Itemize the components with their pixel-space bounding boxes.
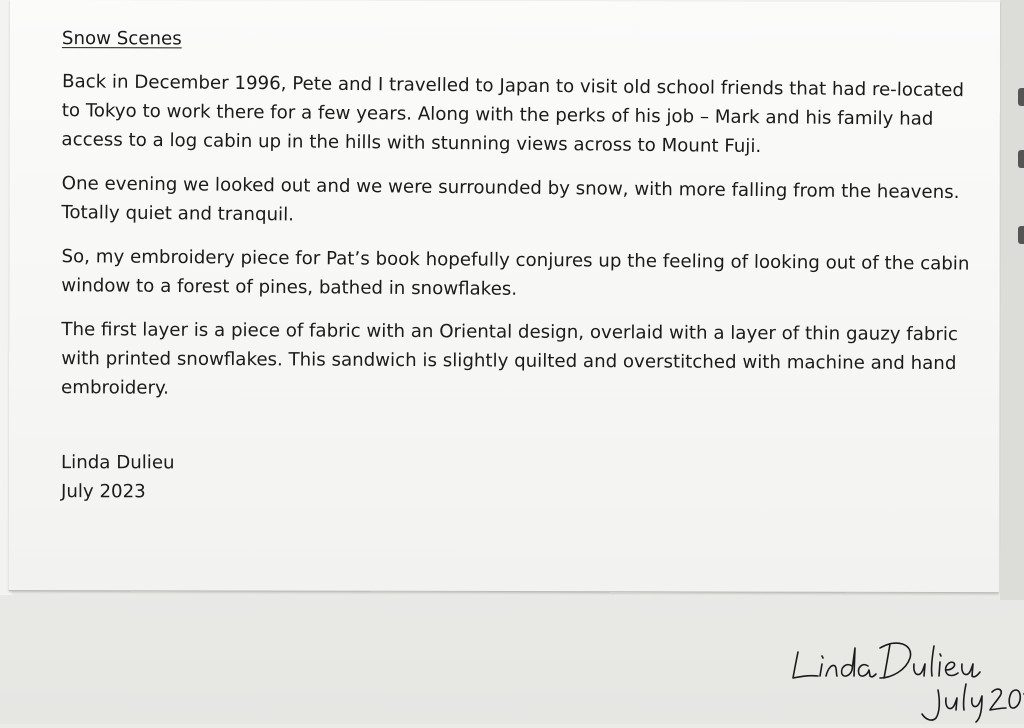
- paragraph-1: Back in December 1996, Pete and I travelled to Japan to visit old school friends that had re-located to Tokyo to work there for a few years. Along with the perks of his job – Mark and his family had access to a log cabin up in the hills with stunning views across to Mount Fuji.: [61, 71, 965, 158]
- binder-tab-mark: [1018, 150, 1024, 168]
- author-block: [61, 448, 971, 508]
- printed-sheet: [9, 0, 1000, 593]
- paragraph-4: The first layer is a piece of fabric with an Oriental design, overlaid with a layer of thin gauzy fabric with printed snowflakes. This sandwich is slightly quilted and overstitched with machine and hand embroidery.: [61, 319, 959, 399]
- author-name: Linda Dulieu: [61, 452, 175, 474]
- binder-tab-mark: [1018, 226, 1024, 244]
- paragraph-2: One evening we looked out and we were surrounded by snow, with more falling from the heavens. Totally quiet and tranquil.: [61, 173, 960, 226]
- document-date: July 2023: [60, 481, 146, 503]
- paragraph-3: So, my embroidery piece for Pat’s book hopefully conjures up the feeling of looking out of the cabin window to a forest of pines, bathed in snowflakes.: [61, 246, 970, 300]
- binder-tab-mark: [1018, 88, 1024, 106]
- handwritten-signature: [780, 620, 1024, 724]
- signature-ink: [780, 620, 1024, 724]
- document-body: [61, 26, 972, 508]
- document-title: Snow Scenes: [61, 28, 182, 50]
